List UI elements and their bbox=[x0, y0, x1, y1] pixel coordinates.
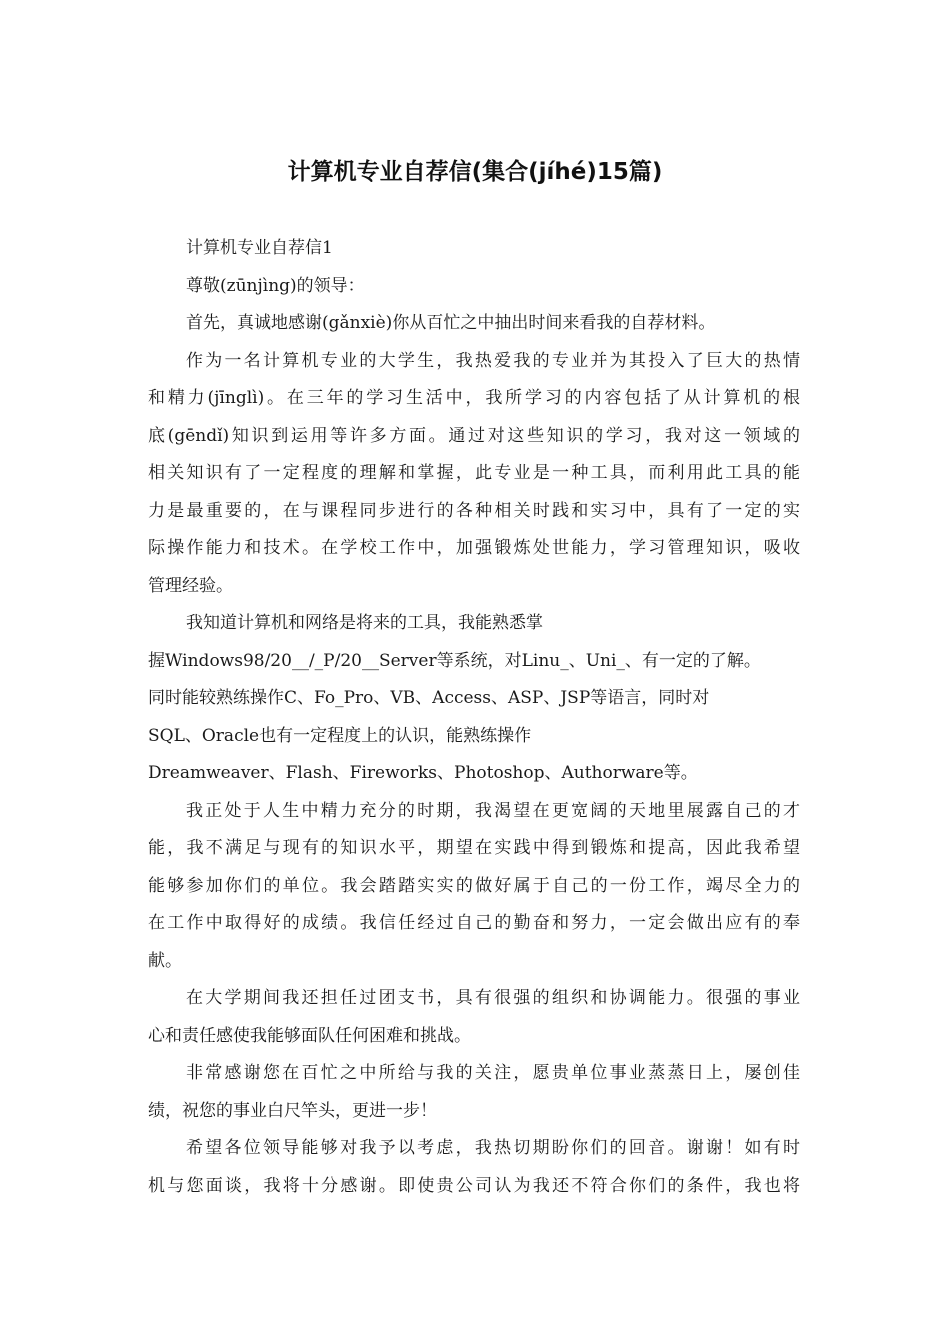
paragraph-line: 管理经验。 bbox=[148, 575, 233, 596]
paragraph-line: 在工作中取得好的成绩。我信任经过自己的勤奋和努力，一定会做出应有的奉 bbox=[148, 913, 800, 933]
paragraph-line: Dreamweaver、Flash、Fireworks、Photoshop、Authorware等。 bbox=[148, 763, 698, 783]
paragraph-line: 我知道计算机和网络是将来的工具，我能熟悉掌 bbox=[186, 613, 543, 633]
paragraph-line: 机与您面谈，我将十分感谢。即使贵公司认为我还不符合你们的条件，我也将 bbox=[148, 1175, 800, 1196]
paragraph-line: 力是最重要的，在与课程同步进行的各种相关时践和实习中，具有了一定的实 bbox=[148, 500, 800, 521]
letter-heading: 计算机专业自荐信1 bbox=[186, 238, 333, 258]
salutation: 尊敬(zūnjìng)的领导： bbox=[186, 275, 365, 296]
paragraph-line: 能够参加你们的单位。我会踏踏实实的做好属于自己的一份工作，竭尽全力的 bbox=[148, 875, 800, 896]
paragraph-line: 作为一名计算机专业的大学生，我热爱我的专业并为其投入了巨大的热情 bbox=[186, 350, 800, 371]
paragraph-line: 在大学期间我还担任过团支书，具有很强的组织和协调能力。很强的事业 bbox=[186, 988, 800, 1008]
document-title: 计算机专业自荐信(集合(jíhé)15篇) bbox=[287, 159, 663, 185]
paragraph-line: 绩，祝您的事业白尺竿头，更进一步！ bbox=[148, 1100, 437, 1121]
paragraph-line: 希望各位领导能够对我予以考虑，我热切期盼你们的回音。谢谢！如有时 bbox=[186, 1138, 800, 1158]
document-body bbox=[148, 230, 800, 1205]
paragraph-line: 和精力(jīnglì)。在三年的学习生活中，我所学习的内容包括了从计算机的根 bbox=[148, 388, 800, 408]
paragraph-line: 际操作能力和技术。在学校工作中，加强锻炼处世能力，学习管理知识，吸收 bbox=[148, 538, 800, 558]
paragraph-line: SQL、Oracle也有一定程度上的认识，能熟练操作 bbox=[148, 725, 532, 746]
paragraph-line: 献。 bbox=[148, 950, 182, 971]
paragraph-line: 我正处于人生中精力充分的时期，我渴望在更宽阔的天地里展露自己的才 bbox=[186, 800, 800, 821]
paragraph-line: 心和责任感使我能够面队任何困难和挑战。 bbox=[148, 1025, 471, 1046]
paragraph-line: 同时能较熟练操作C、Fo_Pro、VB、Access、ASP、JSP等语言，同时对 bbox=[148, 688, 710, 708]
paragraph-line: 非常感谢您在百忙之中所给与我的关注，愿贵单位事业蒸蒸日上，屡创佳 bbox=[186, 1063, 800, 1083]
paragraph-line: 首先，真诚地感谢(gǎnxiè)你从百忙之中抽出时间来看我的自荐材料。 bbox=[186, 313, 716, 333]
paragraph-line: 握Windows98/20__/_P/20__Server等系统，对Linu_、Uni_、有一定的了解。 bbox=[148, 650, 761, 671]
paragraph-line: 底(gēndǐ)知识到运用等许多方面。通过对这些知识的学习，我对这一领域的 bbox=[148, 425, 800, 446]
paragraph-line: 能，我不满足与现有的知识水平，期望在实践中得到锻炼和提高，因此我希望 bbox=[148, 838, 800, 858]
paragraph-line: 相关知识有了一定程度的理解和掌握，此专业是一种工具，而利用此工具的能 bbox=[148, 463, 800, 483]
